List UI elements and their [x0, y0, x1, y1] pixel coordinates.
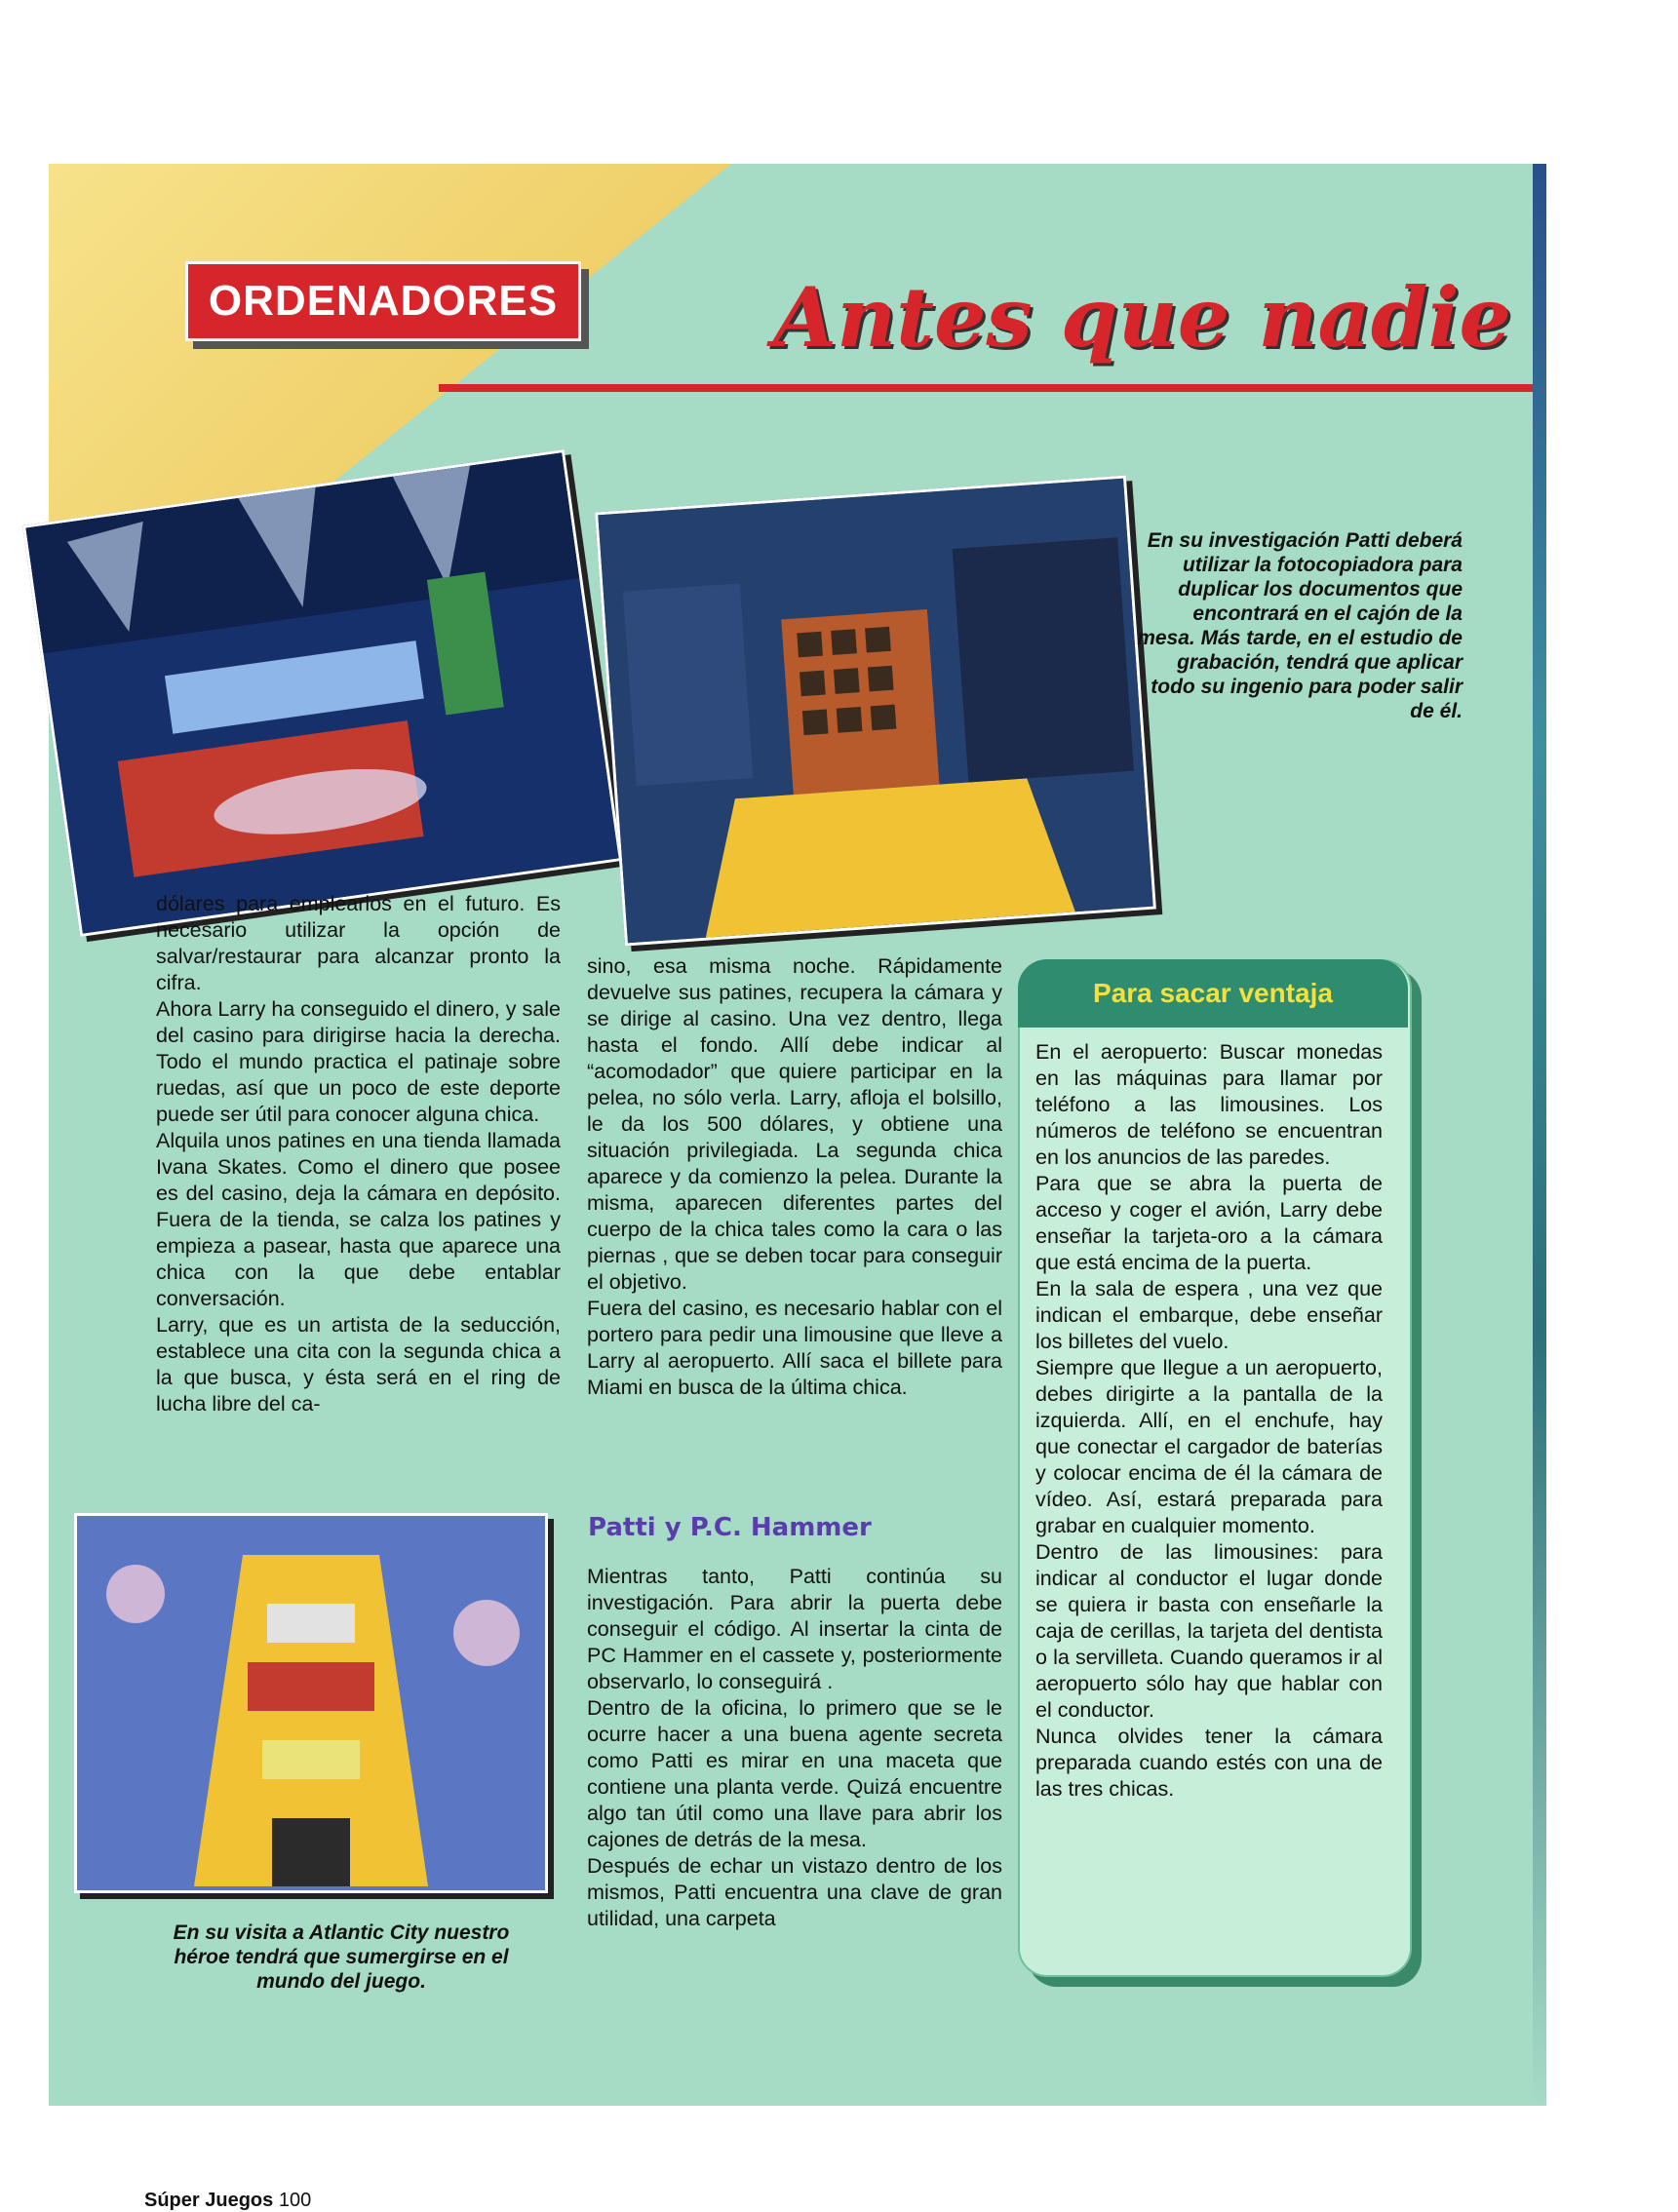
screenshot-studio: [595, 475, 1156, 946]
tip-box-title: Para sacar ventaja: [1018, 959, 1408, 1028]
column-b2: Mientras tanto, Patti continúa su investigación. Para abrir la puerta debe conseguir el código. Al insertar la cinta de PC Hammer en el cassete y, posteriormente observarlo, lo conseguirá . Dentro de la oficina, lo primero que se le ocurre hacer a una buena agente secreta como Patti es mirar en una maceta que contiene una planta verde. Quizá encuentre algo tan útil como una llave para abrir los cajones de detrás de la mesa. Después de echar un vistazo dentro de los mismos, Patti encuentra una clave de gran utilidad, una carpeta: [587, 1565, 1002, 1930]
column-b: sino, esa misma noche. Rápidamente devuelve sus patines, recupera la cámara y se dirige al casino. Una vez dentro, llega hasta el fondo. Allí debe indicar al “acomodador” que quiere participar en la pelea, no sólo verla. Larry, afloja el bolsillo, le da los 500 dólares, y obtiene una situación privilegiada. La segunda chica aparece y da comienzo la pelea. Durante la misma, aparecen diferentes partes del cuerpo de la chica tales como la cara o las piernas , que se deben tocar para conseguir el objetivo. Fuera del casino, es necesario hablar con el portero para pedir una limousine que lleve a Larry al aeropuerto. Allí saca el billete para Miami en busca de la última chica.: [587, 954, 1002, 1399]
headline-rule: [439, 384, 1541, 392]
screenshot-casino: [74, 1513, 548, 1893]
screenshot-office: [22, 449, 622, 937]
column-a: dólares para emplearlos en el futuro. Es necesario utilizar la opción de salvar/restaurar para alcanzar pronto la cifra. Ahora Larry ha conseguido el dinero, y sale del casino para dirigirse hacia la derecha. Todo el mundo practica el patinaje sobre ruedas, así que un poco de este deporte puede ser útil para conocer alguna chica. Alquila unos patines en una tienda llamada Ivana Skates. Como el dinero que posee es del casino, deja la cámara en depósito. Fuera de la tienda, se calza los patines y empieza a pasear, hasta que aparece una chica con la que debe entablar conversación. Larry, que es un artista de la seducción, establece una cita con la segunda chica a la que busca, y ésta será en el ring de lucha libre del ca-: [156, 892, 561, 1416]
tip-box-body: En el aeropuerto: Buscar monedas en las máquinas para llamar por teléfono a las limousines. Los números de teléfono se encuentran en los anuncios de las paredes. Para que se abra la puerta de acceso y coger el avión, Larry debe enseñar la tarjeta-oro a la cámara que está encima de la puerta. En la sala de espera , una vez que indican el embarque, debe enseñar los billetes del vuelo. Siempre que llegue a un aeropuerto, debes dirigirte a la pantalla de la izquierda. Allí, en el enchufe, hay que conectar el cargador de baterías y colocar encima de él la cámara de vídeo. Así, estará preparada para grabar en cualquier momento. Dentro de las limousines: para indicar al conductor el lugar donde se quiera ir basta con enseñarle la caja de cerillas, la tarjeta del dentista o la servilleta. Cuando queramos ir al aeropuerto sólo hay que hablar con el conductor. Nunca olvides tener la cámara preparada cuando estés con una de las tres chicas.: [1035, 1040, 1383, 1801]
section-tag: ORDENADORES: [185, 261, 581, 341]
page-footer: [144, 2190, 311, 2212]
caption-left: En su visita a Atlantic City nuestro héroe tendrá que sumergirse en el mundo del juego.: [173, 1921, 510, 1993]
magazine-name: Súper Juegos: [144, 2190, 274, 2211]
subheading: Patti y P.C. Hammer: [588, 1513, 872, 1542]
article-page: [49, 164, 1541, 2211]
page-number: 100: [278, 2190, 312, 2211]
caption-right: En su investigación Patti deberá utilizar la fotocopiadora para duplicar los documentos que encontrará en el cajón de la mesa. Más tarde, en el estudio de grabación, tendrá que aplicar todo su ingenio para poder salir de él.: [1137, 529, 1463, 722]
headline: Antes que nadie: [772, 269, 1511, 366]
page-edge-strip: [1533, 164, 1546, 2106]
